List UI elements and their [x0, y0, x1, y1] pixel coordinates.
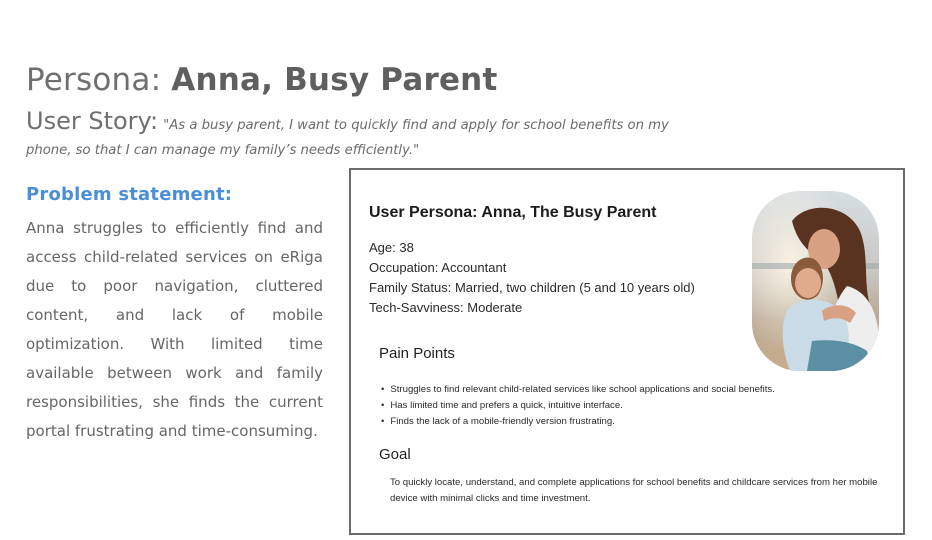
pain-points-list — [381, 382, 775, 430]
persona-card-title: User Persona: Anna, The Busy Parent — [369, 204, 657, 221]
list-item: • Has limited time and prefers a quick, intuitive interface. — [381, 398, 775, 414]
persona-name: Anna, Busy Parent — [171, 62, 498, 98]
fact-occupation: Occupation: Accountant — [369, 260, 507, 275]
fact-tech-savviness: Tech-Savviness: Moderate — [369, 300, 523, 315]
persona-card — [349, 168, 905, 535]
goal-heading: Goal — [379, 446, 411, 463]
fact-family-status: Family Status: Married, two children (5 and 10 years old) — [369, 280, 695, 295]
problem-statement-body: Anna struggles to efficiently find and access child-related services on eRiga due to poor navigation, cluttered content, and lack of mobile optimization. With limited time available between work and family responsibilities, she finds the current portal frustrating and time-consuming. — [26, 219, 323, 440]
goal-text: To quickly locate, understand, and complete applications for school benefits and childcare services from her mobile device with minimal clicks and time investment. — [390, 477, 878, 504]
problem-statement-heading: Problem statement: — [26, 184, 233, 205]
list-item: • Struggles to find relevant child-related services like school applications and social benefits. — [381, 382, 775, 398]
user-story-quote: "As a busy parent, I want to quickly find and apply for school benefits on my phone, so that I can manage my family’s needs efficiently." — [26, 118, 669, 158]
user-story-label: User Story: — [26, 107, 159, 135]
page-title — [26, 62, 497, 98]
title-prefix: Persona: — [26, 62, 162, 98]
list-item: • Finds the lack of a mobile-friendly version frustrating. — [381, 414, 775, 430]
pain-points-heading: Pain Points — [379, 345, 455, 362]
persona-facts — [369, 238, 695, 318]
persona-photo — [752, 191, 879, 371]
fact-age: Age: 38 — [369, 240, 414, 255]
user-story — [26, 107, 686, 162]
mother-and-child-photo — [752, 191, 879, 371]
